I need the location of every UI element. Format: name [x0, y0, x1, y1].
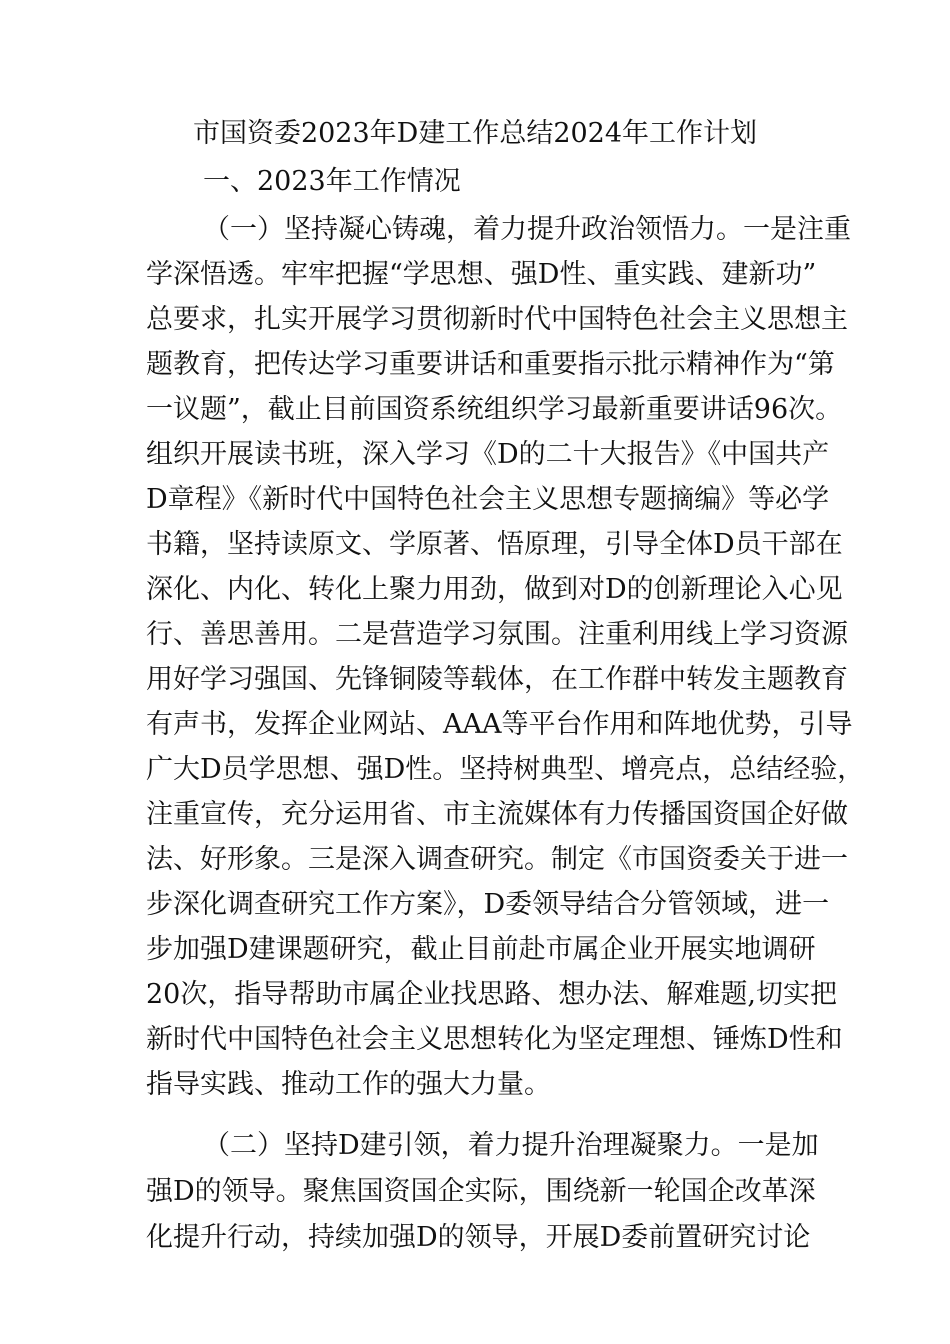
- paragraph-2-line: 强D的领导。聚焦国资国企实际，围绕新一轮国企改革深: [146, 1176, 816, 1207]
- paragraph-2-line: （二）坚持D建引领，着力提升治理凝聚力。一是加: [203, 1130, 819, 1161]
- paragraph-1-line: （一）坚持凝心铸魂，着力提升政治领悟力。一是注重: [203, 214, 851, 245]
- paragraph-1-line: 组织开展读书班，深入学习《D的二十大报告》《中国共产: [146, 439, 830, 470]
- document-title: 市国资委2023年D建工作总结2024年工作计划: [192, 118, 758, 149]
- paragraph-1-line: 广大D员学思想、强D性。坚持树典型、增亮点，总结经验，: [146, 754, 865, 785]
- paragraph-1-line: 学深悟透。牢牢把握“学思想、强D性、重实践、建新功”: [146, 259, 817, 290]
- paragraph-2-line: 化提升行动，持续加强D的领导，开展D委前置研究讨论: [146, 1222, 811, 1253]
- paragraph-1-line: 总要求，扎实开展学习贯彻新时代中国特色社会主义思想主: [146, 304, 848, 335]
- paragraph-1-line: 步加强D建课题研究，截止目前赴市属企业开展实地调研: [146, 934, 816, 965]
- paragraph-1-line: 有声书，发挥企业网站、AAA等平台作用和阵地优势，引导: [146, 709, 853, 740]
- paragraph-1-line: 行、善思善用。二是营造学习氛围。注重利用线上学习资源: [146, 619, 848, 650]
- paragraph-1-line: 深化、内化、转化上聚力用劲，做到对D的创新理论入心见: [146, 574, 843, 605]
- paragraph-1-line: 步深化调查研究工作方案》，D委领导结合分管领域，进一: [146, 889, 830, 920]
- paragraph-1-line: D章程》《新时代中国特色社会主义思想专题摘编》等必学: [146, 484, 830, 515]
- paragraph-1-line: 指导实践、推动工作的强大力量。: [146, 1069, 551, 1100]
- paragraph-1-line: 20次，指导帮助市属企业找思路、想办法、解难题,切实把: [146, 979, 837, 1010]
- paragraph-1-line: 书籍，坚持读原文、学原著、悟原理，引导全体D员干部在: [146, 529, 843, 560]
- section-heading: 一、2023年工作情况: [203, 166, 461, 197]
- paragraph-1-line: 题教育，把传达学习重要讲话和重要指示批示精神作为“第: [146, 349, 835, 380]
- paragraph-1-line: 用好学习强国、先锋铜陵等载体，在工作群中转发主题教育: [146, 664, 848, 695]
- paragraph-1-line: 注重宣传，充分运用省、市主流媒体有力传播国资国企好做: [146, 799, 848, 830]
- paragraph-1-line: 一议题”，截止目前国资系统组织学习最新重要讲话96次。: [146, 394, 843, 425]
- paragraph-1-line: 法、好形象。三是深入调查研究。制定《市国资委关于进一: [146, 844, 848, 875]
- paragraph-1-line: 新时代中国特色社会主义思想转化为坚定理想、锤炼D性和: [146, 1024, 843, 1055]
